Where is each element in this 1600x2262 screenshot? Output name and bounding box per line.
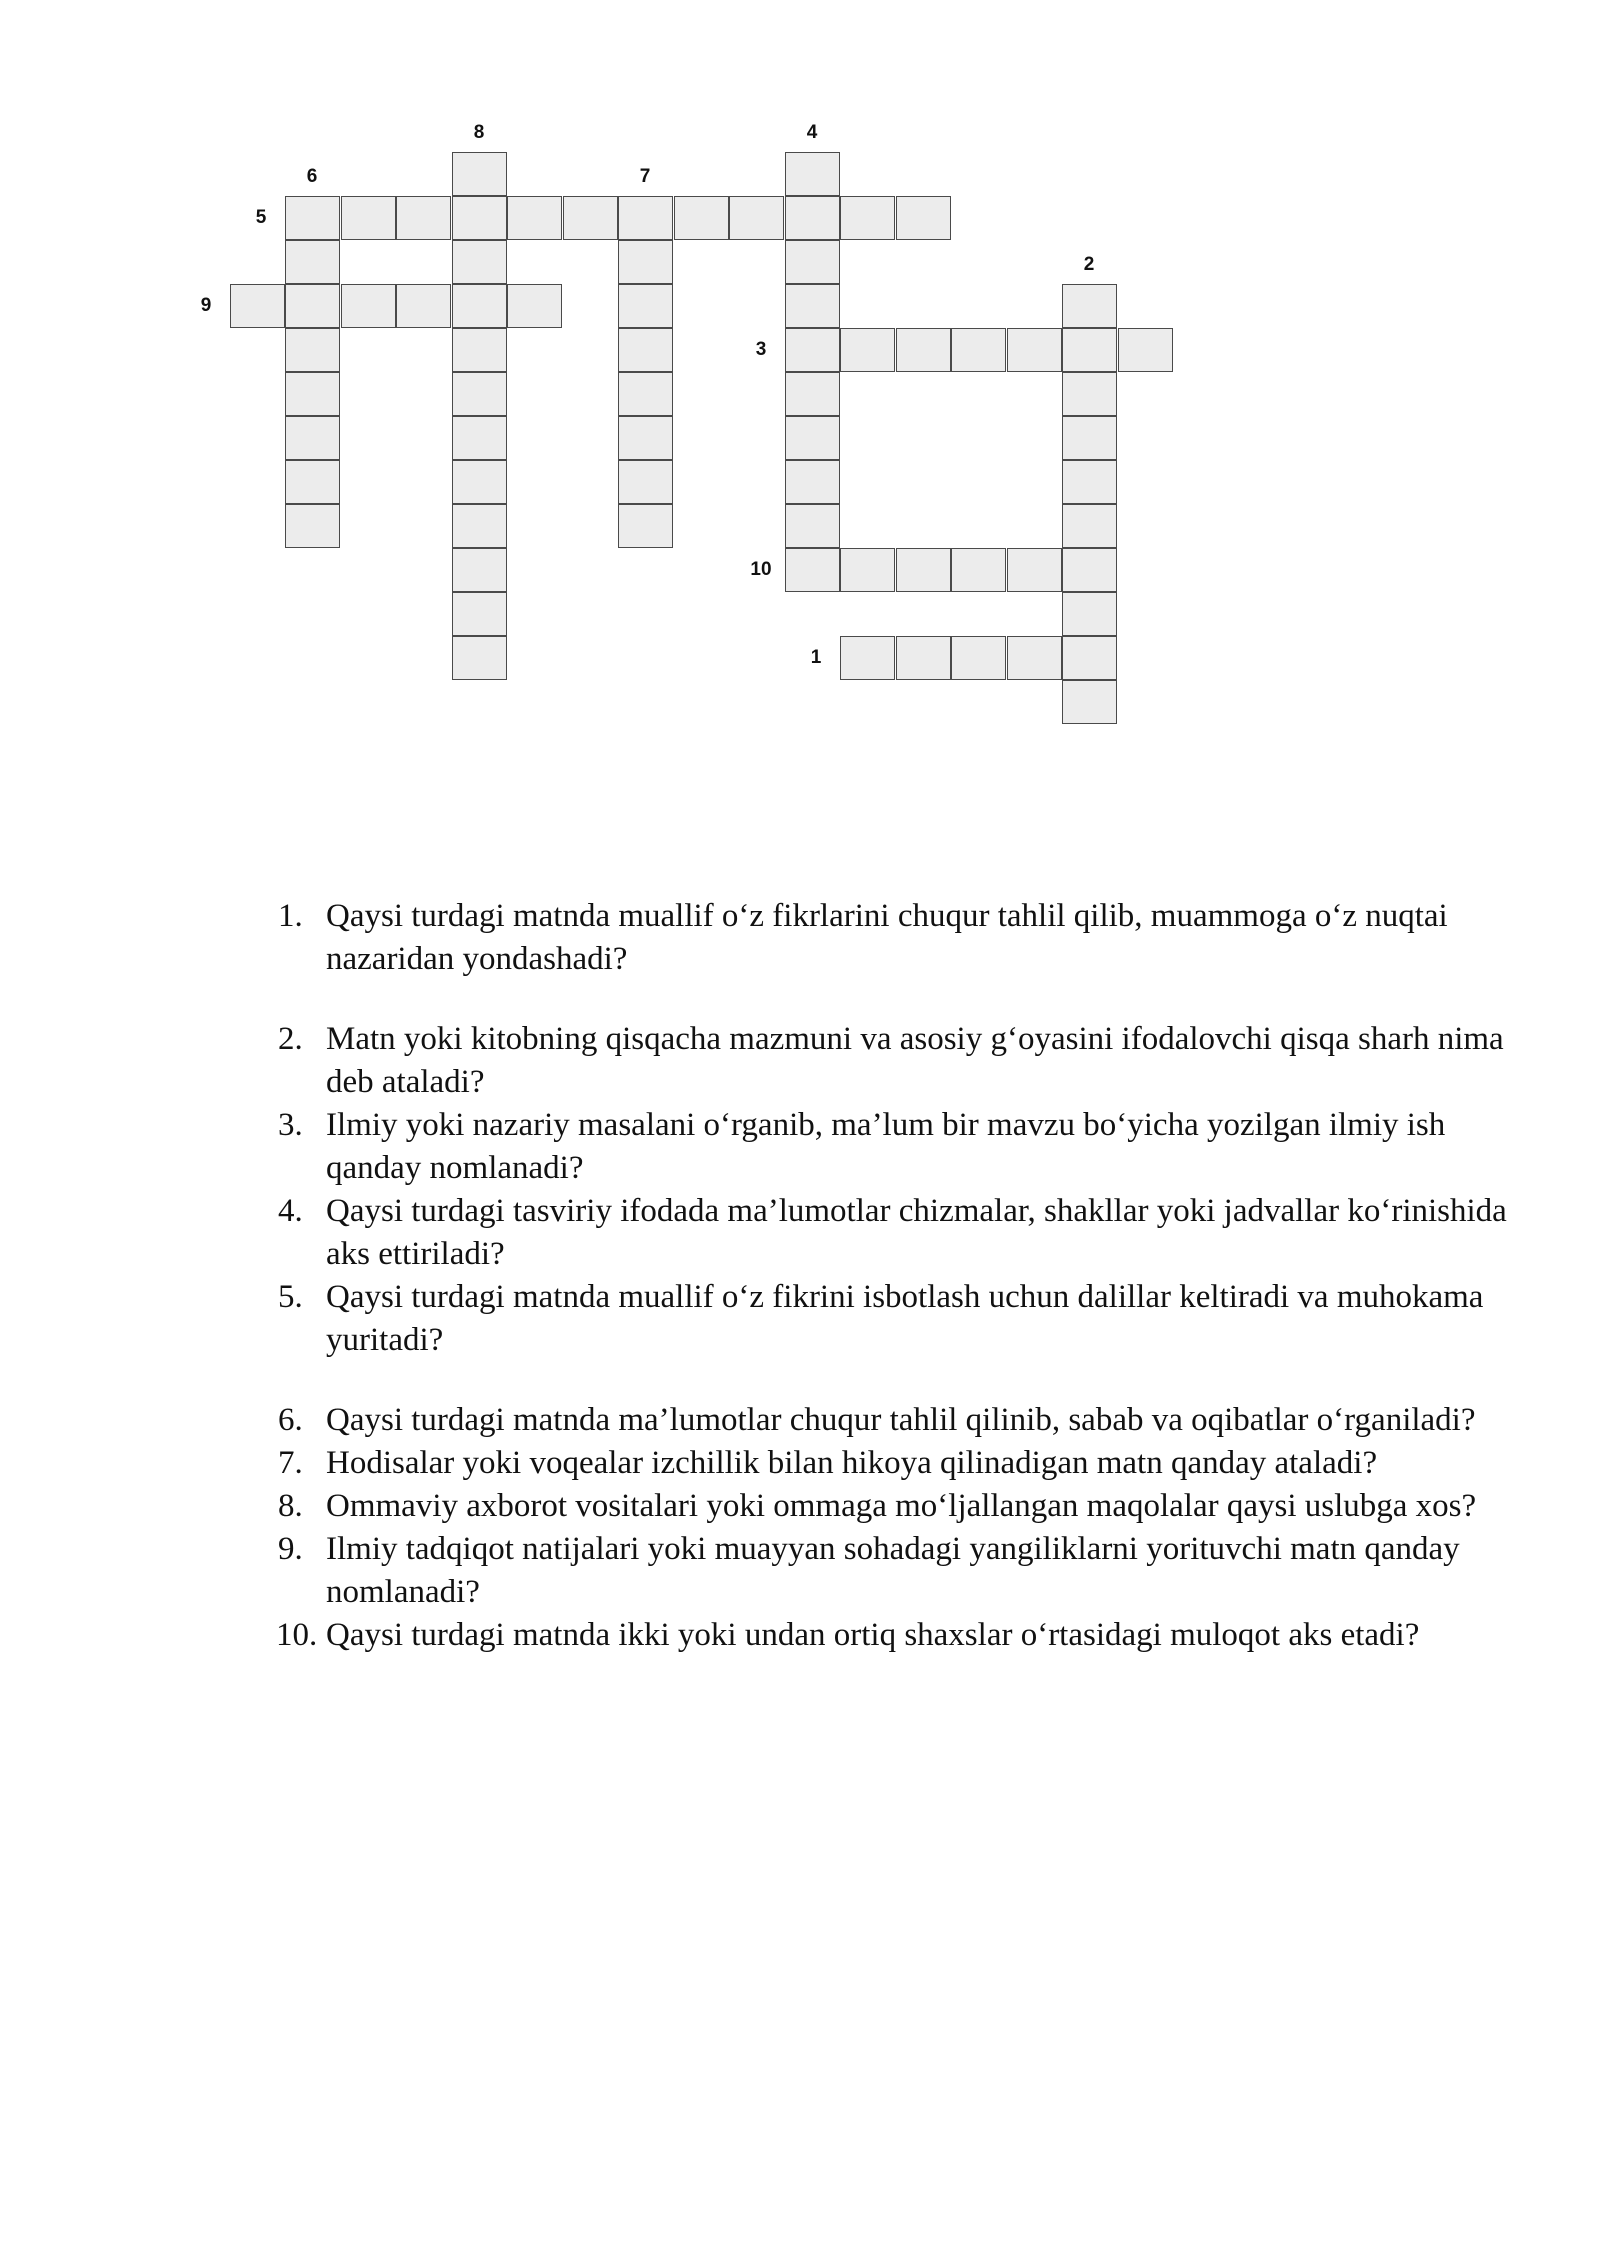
crossword-cell[interactable] bbox=[1062, 328, 1117, 372]
clue-item bbox=[270, 1104, 1510, 1190]
crossword-cell[interactable] bbox=[452, 416, 507, 460]
crossword-cell[interactable] bbox=[896, 636, 951, 680]
clue-number: 5. bbox=[278, 1279, 303, 1315]
crossword-cell[interactable] bbox=[785, 416, 840, 460]
crossword-cell[interactable] bbox=[285, 196, 340, 240]
clue-number: 1. bbox=[278, 898, 303, 934]
crossword-cell[interactable] bbox=[1062, 504, 1117, 548]
clue-item bbox=[270, 1528, 1510, 1614]
crossword-cell[interactable] bbox=[1062, 284, 1117, 328]
crossword-cell[interactable] bbox=[396, 284, 451, 328]
clue-text: Qaysi turdagi matnda ikki yoki undan ortiq shaxslar o‘rtasidagi muloqot aks etadi? bbox=[326, 1617, 1420, 1653]
crossword-cell[interactable] bbox=[452, 328, 507, 372]
crossword-cell[interactable] bbox=[1007, 548, 1062, 592]
crossword-cell[interactable] bbox=[230, 284, 285, 328]
clue-item bbox=[270, 895, 1510, 981]
crossword-cell[interactable] bbox=[785, 372, 840, 416]
crossword-cell[interactable] bbox=[507, 284, 562, 328]
crossword-cell[interactable] bbox=[1062, 636, 1117, 680]
clue-text: Qaysi turdagi matnda muallif o‘z fikrini isbotlash uchun dalillar keltiradi va muhokama yuritadi? bbox=[326, 1279, 1484, 1358]
crossword-cell[interactable] bbox=[618, 460, 673, 504]
clue-item bbox=[270, 1399, 1510, 1442]
crossword-cell[interactable] bbox=[452, 636, 507, 680]
crossword-cell[interactable] bbox=[285, 460, 340, 504]
crossword-number: 9 bbox=[200, 295, 212, 316]
crossword-cell[interactable] bbox=[452, 504, 507, 548]
crossword-number: 3 bbox=[755, 339, 767, 360]
crossword-cell[interactable] bbox=[452, 196, 507, 240]
crossword-cell[interactable] bbox=[840, 548, 895, 592]
clue-number: 6. bbox=[278, 1402, 303, 1438]
clue-list bbox=[270, 895, 1510, 1657]
crossword-cell[interactable] bbox=[285, 328, 340, 372]
crossword-cell[interactable] bbox=[1062, 592, 1117, 636]
crossword-cell[interactable] bbox=[452, 592, 507, 636]
crossword-grid bbox=[0, 0, 1600, 880]
crossword-cell[interactable] bbox=[896, 548, 951, 592]
crossword-cell[interactable] bbox=[285, 284, 340, 328]
clue-item bbox=[270, 1614, 1510, 1657]
crossword-cell[interactable] bbox=[452, 548, 507, 592]
clue-number: 4. bbox=[278, 1193, 303, 1229]
clue-text: Ilmiy yoki nazariy masalani o‘rganib, ma’lum bir mavzu bo‘yicha yozilgan ilmiy ish qanday nomlanadi? bbox=[326, 1107, 1446, 1186]
crossword-cell[interactable] bbox=[1062, 460, 1117, 504]
clue-item bbox=[270, 1485, 1510, 1528]
crossword-number: 4 bbox=[806, 122, 818, 143]
crossword-cell[interactable] bbox=[285, 240, 340, 284]
crossword-cell[interactable] bbox=[563, 196, 618, 240]
crossword-cell[interactable] bbox=[785, 548, 840, 592]
crossword-cell[interactable] bbox=[1007, 636, 1062, 680]
crossword-cell[interactable] bbox=[452, 460, 507, 504]
crossword-cell[interactable] bbox=[1062, 372, 1117, 416]
clue-item bbox=[270, 1018, 1510, 1104]
clue-text: Ommaviy axborot vositalari yoki ommaga mo‘ljallangan maqolalar qaysi uslubga xos? bbox=[326, 1488, 1477, 1524]
clue-item bbox=[270, 1442, 1510, 1485]
clue-number: 2. bbox=[278, 1021, 303, 1057]
clue-number: 3. bbox=[278, 1107, 303, 1143]
crossword-number: 10 bbox=[750, 559, 772, 580]
crossword-cell[interactable] bbox=[785, 284, 840, 328]
clue-number: 9. bbox=[278, 1531, 303, 1567]
clue-text: Ilmiy tadqiqot natijalari yoki muayyan sohadagi yangiliklarni yorituvchi matn qanday nomlanadi? bbox=[326, 1531, 1460, 1610]
crossword-cell[interactable] bbox=[1062, 548, 1117, 592]
crossword-cell[interactable] bbox=[452, 284, 507, 328]
crossword-cell[interactable] bbox=[341, 196, 396, 240]
crossword-cell[interactable] bbox=[618, 240, 673, 284]
clue-item bbox=[270, 1276, 1510, 1362]
crossword-cell[interactable] bbox=[452, 152, 507, 196]
crossword-cell[interactable] bbox=[618, 504, 673, 548]
clue-text: Hodisalar yoki voqealar izchillik bilan hikoya qilinadigan matn qanday ataladi? bbox=[326, 1445, 1378, 1481]
crossword-number: 2 bbox=[1083, 254, 1095, 275]
crossword-cell[interactable] bbox=[618, 196, 673, 240]
crossword-cell[interactable] bbox=[896, 196, 951, 240]
crossword-cell[interactable] bbox=[785, 240, 840, 284]
crossword-cell[interactable] bbox=[396, 196, 451, 240]
crossword-cell[interactable] bbox=[785, 504, 840, 548]
crossword-cell[interactable] bbox=[285, 504, 340, 548]
crossword-cell[interactable] bbox=[341, 284, 396, 328]
crossword-number: 6 bbox=[306, 166, 318, 187]
clue-item bbox=[270, 1190, 1510, 1276]
crossword-cell[interactable] bbox=[285, 372, 340, 416]
crossword-number: 8 bbox=[473, 122, 485, 143]
crossword-number: 1 bbox=[810, 647, 822, 668]
crossword-number: 5 bbox=[255, 207, 267, 228]
crossword-cell[interactable] bbox=[729, 196, 784, 240]
crossword-cell[interactable] bbox=[1062, 416, 1117, 460]
crossword-cell[interactable] bbox=[1118, 328, 1173, 372]
clue-number: 8. bbox=[278, 1488, 303, 1524]
crossword-cell[interactable] bbox=[452, 240, 507, 284]
crossword-cell[interactable] bbox=[896, 328, 951, 372]
crossword-cell[interactable] bbox=[452, 372, 507, 416]
crossword-number: 7 bbox=[639, 166, 651, 187]
crossword-cell[interactable] bbox=[618, 328, 673, 372]
crossword-cell[interactable] bbox=[951, 636, 1006, 680]
crossword-cell[interactable] bbox=[1007, 328, 1062, 372]
crossword-cell[interactable] bbox=[507, 196, 562, 240]
crossword-cell[interactable] bbox=[785, 196, 840, 240]
crossword-cell[interactable] bbox=[951, 548, 1006, 592]
clue-text: Qaysi turdagi matnda ma’lumotlar chuqur tahlil qilinib, sabab va oqibatlar o‘rganiladi? bbox=[326, 1402, 1476, 1438]
crossword-cell[interactable] bbox=[618, 416, 673, 460]
crossword-cell[interactable] bbox=[785, 460, 840, 504]
crossword-cell[interactable] bbox=[840, 636, 895, 680]
crossword-cell[interactable] bbox=[840, 328, 895, 372]
clue-number: 10. bbox=[276, 1617, 318, 1653]
crossword-cell[interactable] bbox=[674, 196, 729, 240]
clue-number: 7. bbox=[278, 1445, 303, 1481]
crossword-cell[interactable] bbox=[785, 328, 840, 372]
crossword-cell[interactable] bbox=[840, 196, 895, 240]
crossword-cell[interactable] bbox=[285, 416, 340, 460]
crossword-cell[interactable] bbox=[618, 284, 673, 328]
crossword-cell[interactable] bbox=[785, 152, 840, 196]
crossword-cell[interactable] bbox=[1062, 680, 1117, 724]
clue-text: Qaysi turdagi matnda muallif o‘z fikrlarini chuqur tahlil qilib, muammoga o‘z nuqtai nazaridan yondashadi? bbox=[326, 898, 1448, 977]
clue-text: Matn yoki kitobning qisqacha mazmuni va asosiy g‘oyasini ifodalovchi qisqa sharh nima deb ataladi? bbox=[326, 1021, 1504, 1100]
clue-text: Qaysi turdagi tasviriy ifodada ma’lumotlar chizmalar, shakllar yoki jadvallar ko‘rinishida aks ettiriladi? bbox=[326, 1193, 1507, 1272]
crossword-cell[interactable] bbox=[951, 328, 1006, 372]
crossword-cell[interactable] bbox=[618, 372, 673, 416]
